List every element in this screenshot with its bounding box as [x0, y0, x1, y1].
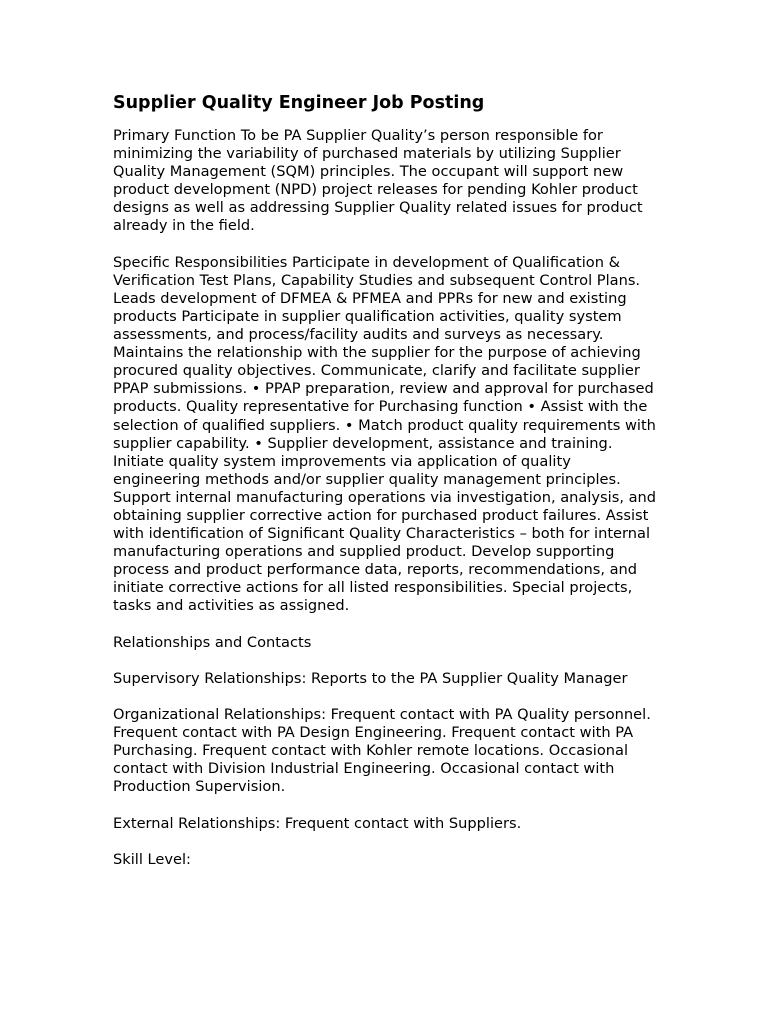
paragraph-skill-level: Skill Level: [113, 850, 191, 868]
document-title: Supplier Quality Engineer Job Posting [113, 93, 485, 113]
paragraph-primary-function: Primary Function To be PA Supplier Quality’s person responsible for minimizing the variability of purchased materials by utilizing Supplier Quality Management (SQM) principles. The occupant will support new product development (NPD) project releases for pending Kohler product designs as well as addressing Supplier Quality related issues for product already in the field. [113, 127, 643, 235]
paragraph-specific-responsibilities: Specific Responsibilities Participate in development of Qualification & Verification Test Plans, Capability Studies and subsequent Control Plans. Leads development of DFMEA & PFMEA and PPRs for new and existing products Participate in supplier qualification activities, quality system assessments, and process/facility audits and surveys as necessary. Maintains the relationship with the supplier for the purpose of achieving procured quality objectives. Communicate, clarify and facilitate supplier PPAP submissions. • PPAP preparation, review and approval for purchased products. Quality representative for Purchasing function • Assist with the selection of qualified suppliers. • Match product quality requirements with supplier capability. • Supplier development, assistance and training. Initiate quality system improvements via application of quality engineering methods and/or supplier quality management principles. Support internal manufacturing operations via investigation, analysis, and obtaining supplier corrective action for purchased product failures. Assist with identification of Significant Quality Characteristics – both for internal manufacturing operations and supplied product. Develop supporting process and product performance data, reports, recommendations, and initiate corrective actions for all listed responsibilities. Special projects, tasks and activities as assigned. [113, 253, 657, 615]
paragraph-external-relationships: External Relationships: Frequent contact with Suppliers. [113, 814, 522, 832]
paragraph-supervisory-relationships: Supervisory Relationships: Reports to the PA Supplier Quality Manager [113, 669, 628, 687]
paragraph-organizational-relationships: Organizational Relationships: Frequent contact with PA Quality personnel. Frequent contact with PA Design Engineering. Frequent contact with PA Purchasing. Frequent contact with Kohler remote locations. Occasional contact with Division Industrial Engineering. Occasional contact with Production Supervision. [113, 706, 651, 796]
document-body [113, 92, 658, 887]
paragraph-relationships-heading: Relationships and Contacts [113, 633, 312, 651]
